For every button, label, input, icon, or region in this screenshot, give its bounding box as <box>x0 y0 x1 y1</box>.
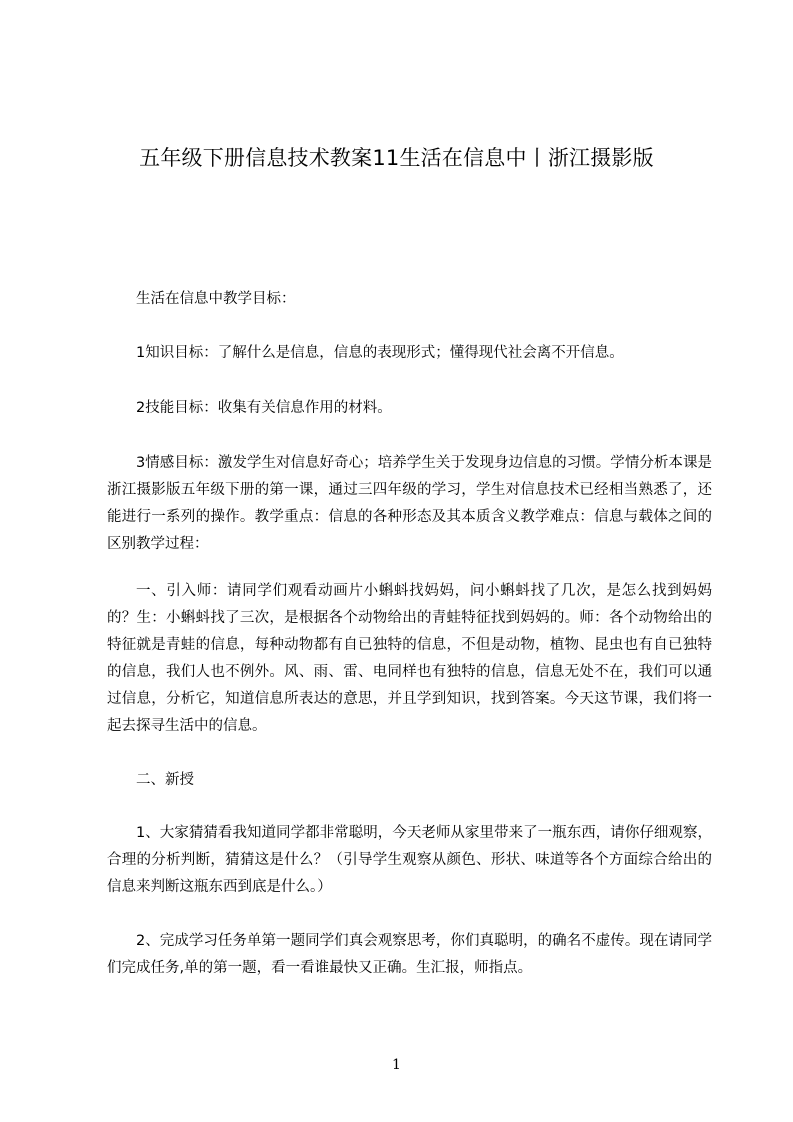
paragraph-new-lesson-heading: 二、新授 <box>136 772 194 788</box>
paragraph-introduction: 一、引入师：请同学们观看动画片小蝌蚪找妈妈，问小蝌蚪找了几次，是怎么找到妈妈的？生：小蝌蚪找了三次，是根据各个动物给出的青蛙特征找到妈妈的。师：各个动物给出的特征就是青蛙的信息，每种动物都有自已独特的信息，不但是动物，植物、昆虫也有自已独特的信息，我们人也不例外。风、雨、雷、电同样也有独特的信息，信息无处不在，我们可以通过信息，分析它，知道信息所表达的意思，并且学到知识，找到答案。今天这节课，我们将一起去探寻生活中的信息。 <box>107 583 712 734</box>
paragraph-guessing-activity: 1、大家猜猜看我知道同学都非常聪明，今天老师从家里带来了一瓶东西，请你仔细观察，合理的分析判断，猜猜这是什么？（引导学生观察从颜色、形状、味道等各个方面综合给出的信息来判断这瓶东西到底是什么。） <box>107 825 712 895</box>
paragraph-knowledge-goal: 1知识目标：了解什么是信息，信息的表现形式；懂得现代社会离不开信息。 <box>136 345 624 361</box>
paragraph-emotion-goal: 3情感目标：激发学生对信息好奇心；培养学生关于发现身边信息的习惯。学情分析本课是浙江摄影版五年级下册的第一课，通过三四年级的学习，学生对信息技术已经相当熟悉了，还能进行一系列的操作。教学重点：信息的各种形态及其本质含义教学难点：信息与载体之间的区别教学过程： <box>107 455 712 552</box>
paragraph-teaching-goals: 生活在信息中教学目标： <box>136 291 296 307</box>
paragraph-task-sheet: 2、完成学习任务单第一题同学们真会观察思考，你们真聪明，的确名不虚传。现在请同学们完成任务,单的第一题，看一看谁最快又正确。生汇报，师指点。 <box>107 933 712 976</box>
paragraph-skill-goal: 2技能目标：收集有关信息作用的材料。 <box>136 400 392 416</box>
document-title: 五年级下册信息技术教案11生活在信息中丨浙江摄影版 <box>139 146 654 170</box>
page-number: 1 <box>392 1057 401 1073</box>
